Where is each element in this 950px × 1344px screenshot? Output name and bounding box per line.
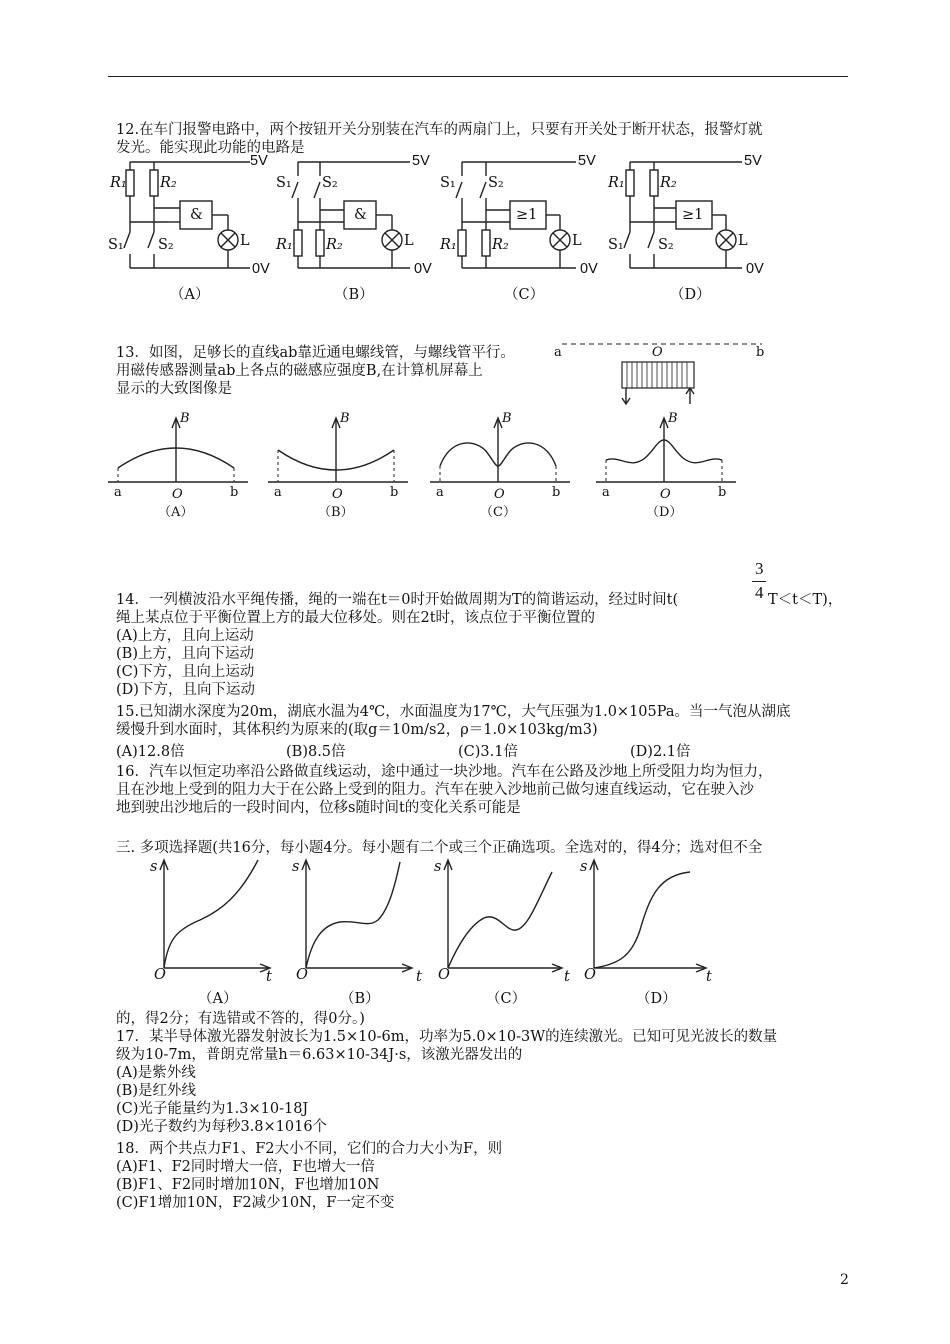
- solenoid-o-label: O: [652, 345, 663, 360]
- q13d-label: （D）: [646, 505, 683, 520]
- q13b-label: （B）: [318, 505, 354, 520]
- q17-option-c: (C)光子能量约为1.3×10-18J: [116, 1101, 309, 1117]
- circuit-a-label: （A）: [170, 287, 210, 303]
- q13d-a: a: [602, 485, 610, 500]
- circuit-b-5v: 5V: [412, 153, 430, 169]
- q16-line2: 且在沙地上受到的阻力大于在公路上受到的阻力。汽车在驶入沙地前己做匀速直线运动，它在驶入沙: [116, 782, 754, 798]
- q13b-o: O: [332, 487, 343, 502]
- q16d-axis-s: s: [580, 859, 588, 875]
- section3-line2: 的，得2分；有选错或不答的，得0分。): [116, 1011, 365, 1027]
- q16d-axis-o: O: [584, 967, 596, 983]
- circuit-b-s1: S₁: [276, 175, 292, 191]
- circuit-a-r1: R₁: [110, 175, 127, 191]
- q15-option-c: (C)3.1倍: [458, 744, 518, 760]
- q16c-label: （C）: [486, 991, 527, 1007]
- q13a-b: b: [230, 485, 239, 500]
- circuit-a-s1: S₁: [108, 237, 124, 253]
- q16b-label: （B）: [340, 991, 380, 1007]
- circuit-b-0v: 0V: [414, 261, 432, 277]
- circuit-c-label: （C）: [504, 287, 545, 303]
- q13d-b: b: [718, 485, 727, 500]
- q16c-axis-o: O: [438, 967, 450, 983]
- q16d-axis-t: t: [706, 969, 712, 985]
- q13-graph-c: [430, 418, 570, 482]
- page-number: 2: [840, 1272, 849, 1288]
- q16-graph-d: [590, 860, 706, 972]
- q16a-axis-t: t: [266, 969, 272, 985]
- q17-line2: 级为10-7m，普朗克常量h＝6.63×10-34J·s，该激光器发出的: [116, 1047, 523, 1063]
- circuit-d-lamp: L: [738, 233, 748, 249]
- circuit-c-s2: S₂: [488, 175, 504, 191]
- q13-line3: 显示的大致图像是: [116, 381, 232, 397]
- q17-option-a: (A)是紫外线: [116, 1065, 196, 1081]
- q13b-a: a: [274, 485, 282, 500]
- q13b-b: b: [390, 485, 399, 500]
- q14-option-a: (A)上方，且向上运动: [116, 628, 254, 644]
- q13c-o: O: [494, 487, 505, 502]
- circuit-b-gate: &: [354, 207, 367, 223]
- q14-option-c: (C)下方，且向上运动: [116, 664, 255, 680]
- q14-option-d: (D)下方，且向下运动: [116, 682, 255, 698]
- circuit-c-0v: 0V: [580, 261, 598, 277]
- circuit-c-lamp: L: [572, 233, 582, 249]
- q16a-axis-o: O: [154, 967, 166, 983]
- circuit-a-0v: 0V: [252, 261, 270, 277]
- q16b-axis-t: t: [416, 969, 422, 985]
- q15-line1: 15.已知湖水深度为20m，湖底水温为4℃，水面温度为17℃，大气压强为1.0×105Pa。当一气泡从湖底: [116, 704, 791, 720]
- q13c-b: b: [552, 485, 561, 500]
- q13-line1: 13．如图，足够长的直线ab靠近通电螺线管，与螺线管平行。: [116, 345, 515, 361]
- q13b-axis-b: B: [340, 411, 350, 426]
- q18-option-b: (B)F1、F2同时增加10N，F也增加10N: [116, 1177, 380, 1193]
- circuit-a-r2: R₂: [160, 175, 177, 191]
- q16-line1: 16．汽车以恒定功率沿公路做直线运动，途中通过一块沙地。汽车在公路及沙地上所受阻力均为恒力，: [116, 764, 773, 780]
- circuit-d-gate: ≥1: [682, 207, 704, 223]
- circuit-a: [124, 162, 250, 268]
- circuit-b-label: （B）: [334, 287, 374, 303]
- q16-graph-c: [444, 860, 562, 972]
- q18-option-c: (C)F1增加10N，F2减少10N，F一定不变: [116, 1195, 395, 1211]
- circuit-b-s2: S₂: [322, 175, 338, 191]
- circuit-d-0v: 0V: [746, 261, 764, 277]
- q14-line1: 14．一列横波沿水平绳传播，绳的一端在t＝0时开始做周期为T的简谐运动，经过时间t(: [116, 592, 679, 608]
- q13a-a: a: [114, 485, 122, 500]
- circuit-d-5v: 5V: [744, 153, 762, 169]
- section3-line1: 三. 多项选择题(共16分，每小题4分。每小题有二个或三个正确选项。全选对的，得4分；选对但不全: [116, 840, 763, 856]
- q13-line2: 用磁传感器测量ab上各点的磁感应强度B,在计算机屏幕上: [116, 363, 483, 379]
- q16c-axis-t: t: [564, 969, 570, 985]
- circuit-c-gate: ≥1: [516, 207, 538, 223]
- solenoid-a-label: a: [554, 345, 562, 360]
- q17-line1: 17．某半导体激光器发射波长为1.5×10-6m，功率为5.0×10-3W的连续激光。已知可见光波长的数量: [116, 1029, 778, 1045]
- circuit-d-r2: R₂: [660, 175, 677, 191]
- q16-graph-a: [160, 860, 270, 972]
- circuit-a-gate: &: [190, 207, 203, 223]
- q16-line3: 地到驶出沙地后的一段时间内，位移s随时间t的变化关系可能是: [116, 800, 521, 816]
- q16-graph-b: [302, 860, 412, 972]
- fraction-bar: [752, 581, 766, 582]
- q15-line2: 缓慢升到水面时，其体积约为原来的(取g＝10m/s2，ρ＝1.0×103kg/m3): [116, 722, 598, 738]
- circuit-c-r2: R₂: [492, 237, 509, 253]
- q14-line1-tail: T＜t＜T)，: [768, 592, 843, 608]
- circuit-c-s1: S₁: [440, 175, 456, 191]
- q13c-label: （C）: [480, 505, 516, 520]
- q13a-o: O: [172, 487, 183, 502]
- q13-graph-d: [596, 418, 736, 482]
- circuit-b-r2: R₂: [326, 237, 343, 253]
- circuit-b-lamp: L: [404, 233, 414, 249]
- circuit-a-lamp: L: [240, 233, 250, 249]
- q15-option-d: (D)2.1倍: [630, 744, 691, 760]
- circuit-d-r1: R₁: [608, 175, 625, 191]
- solenoid-b-label: b: [756, 345, 765, 360]
- circuit-c-5v: 5V: [578, 153, 596, 169]
- q13-graph-a: [108, 418, 248, 482]
- q13d-axis-b: B: [668, 411, 678, 426]
- circuit-d-s1: S₁: [608, 237, 624, 253]
- circuit-a-s2: S₂: [158, 237, 174, 253]
- q18-line1: 18．两个共点力F1、F2大小不同，它们的合力大小为F，则: [116, 1141, 503, 1157]
- q13c-axis-b: B: [502, 411, 512, 426]
- q13a-label: （A）: [158, 505, 194, 520]
- fraction-denominator: 4: [755, 583, 764, 602]
- q13a-axis-b: B: [180, 411, 190, 426]
- q16d-label: （D）: [636, 991, 677, 1007]
- q13d-o: O: [660, 487, 671, 502]
- q14-line2: 绳上某点位于平衡位置上方的最大位移处。则在2t时，该点位于平衡位置的: [116, 610, 596, 626]
- q16c-axis-s: s: [434, 859, 442, 875]
- q18-option-a: (A)F1、F2同时增大一倍，F也增大一倍: [116, 1159, 375, 1175]
- q13-graph-b: [268, 418, 408, 482]
- fraction-numerator: 3: [755, 559, 764, 578]
- q16b-axis-o: O: [296, 967, 308, 983]
- circuit-c-r1: R₁: [440, 237, 457, 253]
- q17-option-d: (D)光子数约为每秒3.8×1016个: [116, 1119, 328, 1135]
- q15-option-a: (A)12.8倍: [116, 744, 185, 760]
- circuit-d-label: （D）: [670, 287, 711, 303]
- circuit-b-r1: R₁: [276, 237, 293, 253]
- circuit-b: [292, 162, 410, 268]
- q14-option-b: (B)上方，且向下运动: [116, 646, 254, 662]
- q16a-axis-s: s: [150, 859, 158, 875]
- q17-option-b: (B)是红外线: [116, 1083, 196, 1099]
- circuit-d-s2: S₂: [658, 237, 674, 253]
- circuit-a-5v: 5V: [250, 153, 268, 169]
- q15-option-b: (B)8.5倍: [286, 744, 346, 760]
- q12-line2: 发光。能实现此功能的电路是: [116, 140, 305, 156]
- q13c-a: a: [436, 485, 444, 500]
- q12-line1: 12.在车门报警电路中，两个按钮开关分别装在汽车的两扇门上，只要有开关处于断开状态，报警灯就: [116, 122, 763, 138]
- q16b-axis-s: s: [292, 859, 300, 875]
- q16a-label: （A）: [198, 991, 238, 1007]
